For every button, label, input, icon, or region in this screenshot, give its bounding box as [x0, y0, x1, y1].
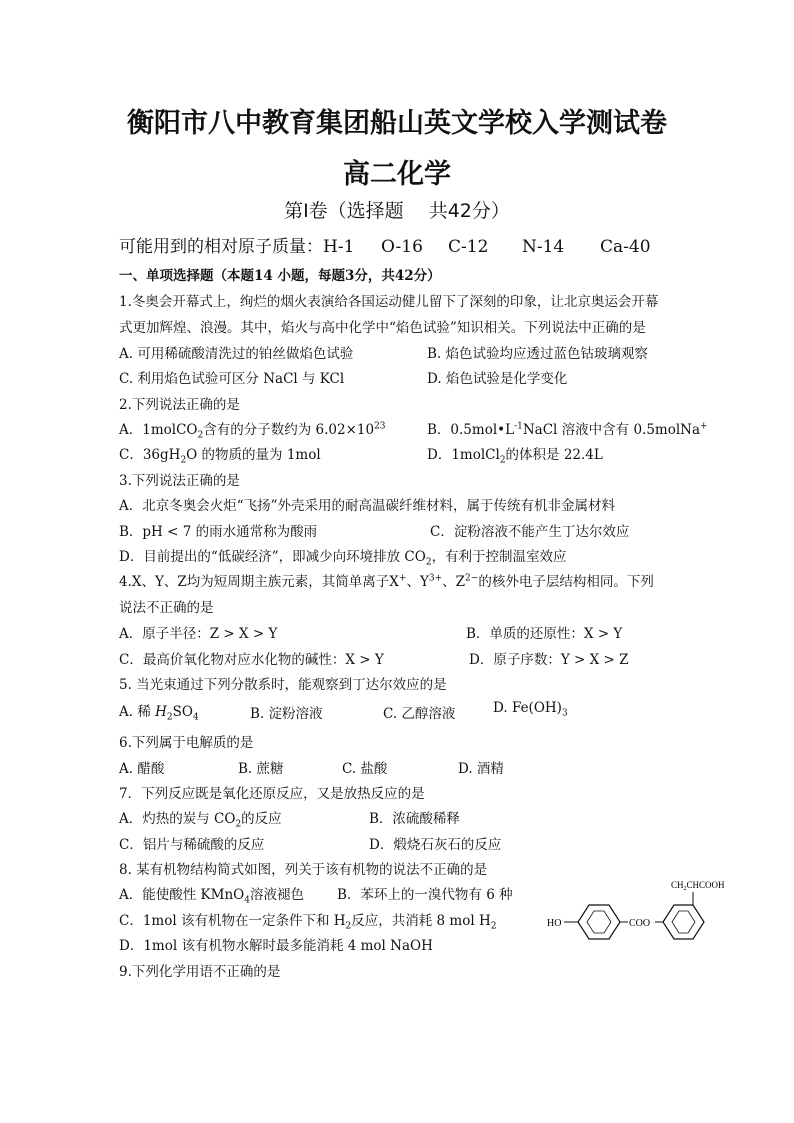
- atomic-masses-label: 可能用到的相对原子质量：: [119, 237, 323, 257]
- q2-stem: 2.下列说法正确的是: [119, 397, 240, 413]
- q1-option-c: C. 利用焰色试验可区分 NaCl 与 KCl: [119, 371, 345, 387]
- atomic-mass-n: N-14: [522, 237, 565, 257]
- q7-option-a: A．灼热的炭与 $CO_2$的反应: [119, 811, 282, 830]
- structure-benzene-ring-1-inner: [587, 911, 611, 933]
- q8-option-a: A．能使酸性 KMnO$_4$溶液褪色: [119, 887, 304, 906]
- q4-stem-line2: 说法不正确的是: [119, 600, 214, 616]
- structure-side-chain: $CH_2CHCOOH$: [671, 880, 725, 892]
- q2-option-a: A．1molCO$_2$含有的分子数约为 $6.02\times 10^{23}$: [119, 421, 386, 441]
- atomic-mass-h: H-1: [323, 237, 355, 257]
- q8-option-c: C．1mol 该有机物在一定条件下和 $H_2$反应，共消耗 8 mol $H_2$: [119, 913, 497, 932]
- q1-stem-line2: 式更加辉煌、浪漫。其中，焰火与高中化学中“焰色试验”知识相关。下列说法中正确的是: [119, 320, 646, 336]
- q6-option-d: D. 酒精: [458, 761, 504, 777]
- q5-stem: 5. 当光束通过下列分散系时，能观察到丁达尔效应的是: [119, 677, 447, 693]
- q8-option-b: B．苯环上的一溴代物有 6 种: [337, 887, 513, 903]
- structure-ester: COO: [629, 918, 651, 929]
- section1-heading: 一、单项选择题（本题14 小题，每题3分，共42分）: [119, 268, 441, 284]
- q2-option-c: C．$36gH_2O$ 的物质的量为 1mol: [119, 447, 321, 466]
- q1-option-d: D. 焰色试验是化学变化: [427, 371, 568, 387]
- structure-benzene-ring-2-inner: [672, 911, 695, 933]
- q5-option-c: C. 乙醇溶液: [383, 706, 456, 722]
- q2-option-b: B．$0.5mol•L^{-1}NaCl$ 溶液中含有 0.5molNa+: [427, 421, 708, 438]
- q3-stem: 3.下列说法正确的是: [119, 473, 240, 489]
- subject-title: 高二化学: [343, 159, 451, 190]
- q4-option-b: B．单质的还原性：X > Y: [466, 626, 623, 642]
- q8-stem: 8. 某有机物结构简式如图，列关于该有机物的说法不正确的是: [119, 862, 488, 878]
- q3-option-a: A．北京冬奥会火炬“飞扬”外壳采用的耐高温碳纤维材料，属于传统有机非金属材料: [119, 498, 616, 514]
- q7-stem: 7．下列反应既是氧化还原反应，又是放热反应的是: [119, 786, 425, 802]
- q2-option-d: D．1molCl$_2$的体积是 22.4L: [427, 447, 603, 466]
- q6-option-b: B. 蔗糖: [238, 761, 284, 777]
- q5-option-a: A. 稀 $H_2SO_4$: [119, 704, 199, 723]
- q1-option-b: B. 焰色试验均应透过蓝色钴玻璃观察: [427, 346, 649, 362]
- q4-option-a: A．原子半径：Z > X > Y: [119, 626, 278, 642]
- q6-option-c: C. 盐酸: [342, 761, 388, 777]
- atomic-mass-o: O-16: [381, 237, 423, 257]
- structure-benzene-ring-2: [663, 905, 704, 939]
- q5-option-d: D. $Fe(OH)_3$: [493, 700, 568, 719]
- atomic-masses-line: [119, 232, 651, 257]
- q1-option-a: A. 可用稀硫酸清洗过的铂丝做焰色试验: [119, 346, 354, 362]
- q3-option-b: B．pH < 7 的雨水通常称为酸雨: [119, 524, 318, 540]
- organic-structure-diagram: [543, 872, 743, 972]
- atomic-mass-c: C-12: [448, 237, 489, 257]
- q6-option-a: A. 醋酸: [119, 761, 165, 777]
- school-title: 衡阳市八中教育集团船山英文学校入学测试卷: [127, 108, 667, 139]
- q5-option-b: B. 淀粉溶液: [250, 706, 323, 722]
- q4-option-c: C．最高价氧化物对应水化物的碱性：X > Y: [119, 652, 384, 668]
- structure-benzene-ring-1: [578, 905, 620, 939]
- q4-stem-line1: 4.X、Y、Z均为短周期主族元素，其简单离子X+、$Y^{3+}$、$Z^{2-}$的核外电子层结构相同。下列: [119, 573, 654, 590]
- structure-ho: HO: [547, 918, 562, 929]
- q3-option-d: D．目前提出的“低碳经济”，即减少向环境排放 $CO_2$，有利于控制温室效应: [119, 549, 567, 568]
- q9-stem: 9.下列化学用语不正确的是: [119, 964, 281, 980]
- q3-option-c: C．淀粉溶液不能产生丁达尔效应: [430, 524, 630, 540]
- q1-stem-line1: 1.冬奥会开幕式上，绚烂的烟火表演给各国运动健儿留下了深刻的印象，让北京奥运会开幕: [119, 294, 659, 310]
- atomic-mass-ca: Ca-40: [600, 237, 651, 257]
- q7-option-d: D．煅烧石灰石的反应: [369, 837, 502, 853]
- q4-option-d: D．原子序数：Y > X > Z: [469, 652, 629, 668]
- q6-stem: 6.下列属于电解质的是: [119, 735, 254, 751]
- q7-option-c: C．铝片与稀硫酸的反应: [119, 837, 265, 853]
- q7-option-b: B．浓硫酸稀释: [369, 811, 460, 827]
- part-title: 第Ⅰ卷（选择题 共42分）: [284, 200, 510, 222]
- q8-option-d: D．1mol 该有机物水解时最多能消耗 4 mol NaOH: [119, 938, 433, 954]
